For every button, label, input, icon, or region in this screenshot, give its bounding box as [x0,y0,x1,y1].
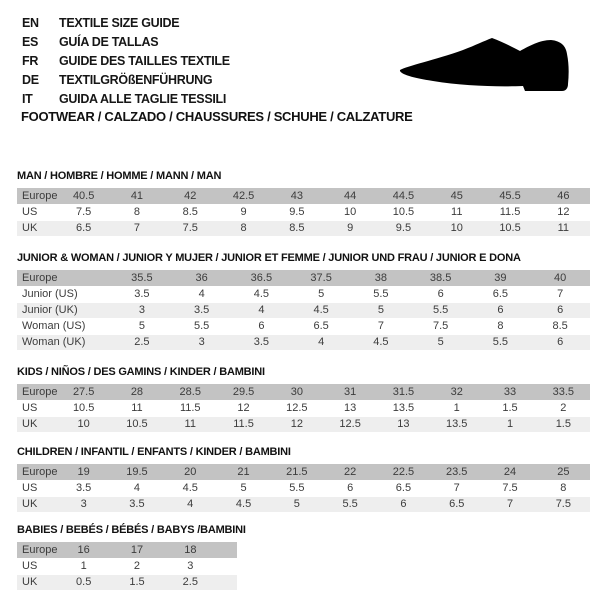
language-code: EN [22,15,39,30]
size-cell: 1.5 [555,418,571,430]
size-cell: 7 [377,320,384,332]
size-cell: 4.5 [313,304,329,316]
size-cell: 4.5 [182,482,198,494]
size-cell: 8.5 [182,206,198,218]
size-cell: 1.5 [129,576,145,588]
size-cell: 3.5 [134,288,150,300]
size-cell: 1 [506,418,514,430]
size-cell: 6 [437,288,444,300]
size-cell: 4 [133,482,140,494]
size-cell: 32 [450,385,463,398]
section-children [17,446,590,513]
size-cell: 5 [437,336,444,348]
size-cell: 33.5 [552,385,575,398]
section-title-junior-woman: JUNIOR & WOMAN / JUNIOR Y MUJER / JUNIOR ET FEMME / JUNIOR UND FRAU / JUNIOR E DONA [17,252,521,264]
row-label: UK [22,498,38,510]
size-cell: 6.5 [492,288,509,300]
size-cell: 10.5 [499,222,521,234]
size-cell: 37.5 [310,271,332,284]
table-row [17,496,590,512]
size-cell: 24 [503,465,517,478]
size-cell: 19.5 [126,465,148,478]
table-row [17,318,590,334]
size-cell: 12.5 [339,418,361,430]
size-cell: 33 [503,385,517,398]
size-cell: 8 [497,320,504,332]
section-junior-woman [17,252,590,351]
language-title: GUIDA ALLE TAGLIE TESSILI [59,91,227,106]
size-cell: 11 [557,222,570,234]
table-row [17,464,590,480]
size-cell: 42 [184,189,197,202]
row-label: Woman (UK) [22,336,86,348]
size-cell: 5 [138,320,145,332]
size-cell: 40.5 [72,189,95,202]
section-kids [17,366,590,433]
language-row [22,51,230,70]
size-cell: 8.5 [289,222,305,234]
size-table [17,464,590,513]
size-cell: 5 [240,482,247,494]
size-cell: 1.5 [502,402,518,414]
size-cell: 22.5 [392,465,415,478]
size-cell: 2 [133,560,141,572]
size-cell: 9 [347,222,354,234]
size-cell: 11 [131,402,143,414]
size-cell: 5 [318,288,325,300]
size-cell: 19 [77,465,90,478]
language-row [22,13,230,32]
language-code: DE [22,72,39,87]
table-row [17,542,237,558]
size-cell: 6 [497,304,504,316]
row-label: Woman (US) [22,320,86,332]
table-row [17,204,590,220]
row-label: Europe [22,385,58,398]
size-cell: 11.5 [179,402,201,414]
size-table-babies [17,542,246,591]
size-cell: 4 [198,288,205,300]
size-cell: 12 [290,418,303,430]
size-cell: 21 [237,465,250,478]
size-cell: 5 [293,498,300,510]
language-title: TEXTILGRÖßENFÜHRUNG [59,72,213,87]
size-cell: 10 [344,206,357,218]
size-cell: 3 [198,336,205,348]
size-cell: 23.5 [446,465,468,478]
size-cell: 4 [258,304,265,316]
table-row [17,558,237,574]
size-cell: 20 [184,465,197,478]
size-cell: 3.5 [193,304,210,316]
language-title: TEXTILE SIZE GUIDE [59,15,180,30]
size-cell: 41 [130,189,144,202]
section-title-kids: KIDS / NIÑOS / DES GAMINS / KINDER / BAMBINI [17,366,265,378]
row-label: US [22,402,38,414]
row-label: US [22,482,38,494]
size-cell: 27.5 [72,385,95,398]
size-cell: 12 [237,402,250,414]
size-cell: 6.5 [76,222,92,234]
size-cell: 43 [290,189,303,202]
size-cell: 1 [453,402,460,414]
section-title-babies: BABIES / BEBÉS / BÉBÉS / BABYS /BAMBINI [17,524,246,536]
row-label: US [22,206,38,218]
size-cell: 30 [290,385,303,398]
size-cell: 7 [506,498,514,510]
size-cell: 9.5 [395,222,412,234]
size-cell: 17 [130,543,144,556]
size-cell: 13.5 [446,418,468,430]
size-cell: 8.5 [552,320,568,332]
size-cell: 44.5 [392,189,415,202]
size-cell: 10.5 [392,206,415,218]
size-table [17,270,590,351]
row-label: US [22,560,38,572]
size-cell: 9 [240,206,247,218]
size-cell: 28 [130,385,144,398]
size-cell: 4.5 [253,288,270,300]
size-cell: 5 [377,304,384,316]
row-label: Europe [22,271,58,284]
language-list [22,13,230,108]
table-row [17,302,590,318]
size-cell: 6.5 [395,482,412,494]
size-cell: 0.5 [76,576,92,588]
language-code: FR [22,53,39,68]
size-cell: 10 [450,222,463,234]
size-cell: 12.5 [286,402,308,414]
row-label: Europe [22,465,58,478]
size-cell: 13 [397,418,410,430]
size-cell: 21.5 [286,465,308,478]
size-cell: 5.5 [373,288,389,300]
size-cell: 38 [374,271,387,284]
size-cell: 3 [187,560,194,572]
row-label: UK [22,576,38,588]
size-cell: 16 [77,543,90,556]
row-label: Europe [22,189,58,202]
size-cell: 8 [560,482,567,494]
size-cell: 11.5 [233,418,254,430]
size-cell: 9.5 [289,206,305,218]
size-cell [217,542,237,558]
size-cell: 2.5 [182,576,198,588]
language-code: IT [22,91,33,106]
size-cell: 4 [187,498,194,510]
size-cell: 10.5 [126,418,148,430]
size-cell: 6 [557,336,564,348]
size-cell: 42.5 [232,189,255,202]
size-table [17,542,237,591]
size-cell: 13 [344,402,357,414]
size-cell: 11 [184,418,196,430]
size-cell: 5.5 [289,482,305,494]
size-cell: 7 [133,222,140,234]
size-cell: 7 [557,288,564,300]
size-cell: 2.5 [134,336,150,348]
size-cell: 44 [344,189,357,202]
shoe-icon [393,18,575,96]
size-cell: 35.5 [131,271,153,284]
size-cell: 10.5 [72,402,95,414]
size-cell: 3.5 [76,482,92,494]
size-cell: 3 [138,304,145,316]
size-cell: 3 [80,498,87,510]
size-cell: 29.5 [232,385,255,398]
table-row [17,416,590,432]
size-cell: 25 [557,465,570,478]
size-cell: 11 [451,206,463,218]
size-table-junior-woman [17,270,590,351]
category-line: FOOTWEAR / CALZADO / CHAUSSURES / SCHUHE / CALZATURE [21,109,413,124]
size-cell: 5.5 [492,336,509,348]
size-cell: 8 [133,206,140,218]
size-cell: 3.5 [129,498,145,510]
table-row [17,384,590,400]
table-row [17,334,590,350]
table-row [17,270,590,286]
size-cell: 6 [400,498,407,510]
section-title-children: CHILDREN / INFANTIL / ENFANTS / KINDER / BAMBINI [17,446,291,458]
size-table-kids [17,384,590,433]
section-babies [17,524,246,591]
size-cell: 7 [453,482,460,494]
language-row [22,70,230,89]
size-cell: 7.5 [432,320,449,332]
size-cell: 28.5 [179,385,201,398]
size-table-man [17,188,590,237]
size-cell: 36 [195,271,208,284]
size-cell: 40 [554,271,567,284]
language-title: GUÍA DE TALLAS [59,34,159,49]
row-label: UK [22,222,38,234]
table-row [17,188,590,204]
language-title: GUIDE DES TAILLES TEXTILE [59,53,230,68]
size-cell: 6 [258,320,265,332]
size-cell: 4.5 [373,336,389,348]
size-cell: 7.5 [182,222,198,234]
size-cell: 38.5 [429,271,452,284]
size-cell: 18 [184,543,197,556]
size-cell: 39 [494,271,507,284]
size-cell: 13.5 [392,402,415,414]
row-label: Europe [22,543,58,556]
size-table [17,384,590,433]
size-cell: 1 [80,560,87,572]
row-label: Junior (UK) [22,304,78,316]
size-cell [217,558,237,574]
table-row [17,574,237,590]
size-cell: 6 [347,482,354,494]
table-row [17,480,590,496]
size-cell: 10 [77,418,90,430]
table-row [17,400,590,416]
size-cell: 7.5 [502,482,518,494]
row-label: Junior (US) [22,288,78,300]
size-cell [217,574,237,590]
size-cell: 31 [344,385,357,398]
size-cell: 45 [450,189,463,202]
size-cell: 22 [344,465,357,478]
table-row [17,286,590,302]
size-cell: 5.5 [432,304,449,316]
row-label: UK [22,418,38,430]
size-cell: 4.5 [235,498,252,510]
size-table-children [17,464,590,513]
size-cell: 6 [557,304,564,316]
size-cell: 5.5 [342,498,358,510]
section-title-man: MAN / HOMBRE / HOMME / MANN / MAN [17,170,222,182]
size-cell: 8 [240,222,247,234]
language-code: ES [22,34,39,49]
size-cell: 2 [560,402,567,414]
table-row [17,220,590,236]
size-cell: 4 [318,336,325,348]
size-cell: 46 [557,189,570,202]
size-cell: 3.5 [253,336,270,348]
size-cell: 6.5 [449,498,465,510]
size-cell: 7.5 [555,498,571,510]
language-row [22,89,230,108]
size-cell: 12 [557,206,570,218]
size-table [17,188,590,237]
size-cell: 6.5 [313,320,329,332]
size-cell: 11.5 [499,206,521,218]
size-cell: 31.5 [392,385,415,398]
language-row [22,32,230,51]
size-cell: 45.5 [499,189,521,202]
size-cell: 36.5 [250,271,273,284]
size-cell: 5.5 [193,320,210,332]
size-cell: 7.5 [76,206,92,218]
section-man [17,170,590,237]
